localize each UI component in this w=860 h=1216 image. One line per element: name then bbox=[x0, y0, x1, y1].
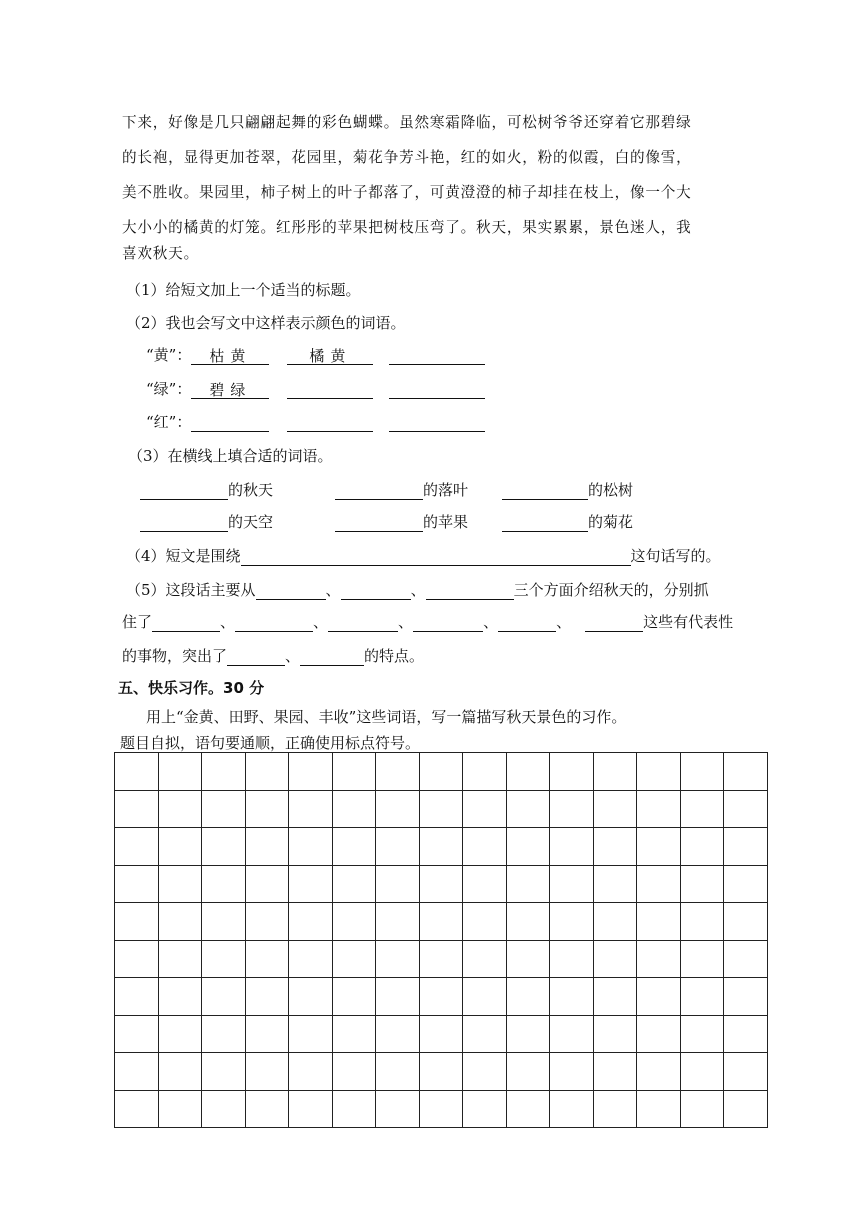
grid-cell[interactable] bbox=[289, 790, 333, 828]
grid-cell[interactable] bbox=[245, 978, 289, 1016]
grid-cell[interactable] bbox=[419, 1053, 463, 1091]
thing-blank-6[interactable] bbox=[585, 613, 643, 632]
grid-cell[interactable] bbox=[245, 753, 289, 791]
grid-cell[interactable] bbox=[680, 903, 724, 941]
grid-cell[interactable] bbox=[115, 940, 159, 978]
phrase-suffix-4: 的天空 bbox=[228, 513, 274, 531]
grid-cell[interactable] bbox=[289, 828, 333, 866]
phrase-row-2 bbox=[140, 512, 633, 532]
phrase-blank-4[interactable] bbox=[140, 513, 228, 532]
grid-cell[interactable] bbox=[724, 1015, 768, 1053]
grid-cell[interactable] bbox=[245, 1053, 289, 1091]
grid-cell[interactable] bbox=[202, 978, 246, 1016]
grid-cell[interactable] bbox=[593, 903, 637, 941]
grid-cell[interactable] bbox=[419, 790, 463, 828]
separator: 、 bbox=[220, 613, 236, 631]
feature-blank-1[interactable] bbox=[227, 647, 285, 666]
passage-line-3: 美不胜收。果园里，柿子树上的叶子都落了，可黄澄澄的柿子却挂在枝上，像一个大 bbox=[122, 184, 692, 201]
grid-cell[interactable] bbox=[463, 903, 507, 941]
grid-cell[interactable] bbox=[593, 1053, 637, 1091]
grid-cell[interactable] bbox=[680, 753, 724, 791]
question-5-line-1 bbox=[126, 580, 709, 600]
grid-cell[interactable] bbox=[550, 828, 594, 866]
grid-cell[interactable] bbox=[506, 865, 550, 903]
grid-cell[interactable] bbox=[158, 940, 202, 978]
grid-cell[interactable] bbox=[550, 940, 594, 978]
grid-cell[interactable] bbox=[245, 903, 289, 941]
grid-cell[interactable] bbox=[593, 1015, 637, 1053]
question-5-prefix: （5）这段话主要从 bbox=[126, 581, 256, 599]
grid-cell[interactable] bbox=[245, 828, 289, 866]
grid-cell[interactable] bbox=[376, 903, 420, 941]
separator: 、 bbox=[325, 581, 341, 599]
grid-cell[interactable] bbox=[115, 790, 159, 828]
grid-cell[interactable] bbox=[593, 1090, 637, 1128]
grid-cell[interactable] bbox=[202, 1090, 246, 1128]
grid-cell[interactable] bbox=[724, 978, 768, 1016]
question-2: （2）我也会写文中这样表示颜色的词语。 bbox=[126, 314, 406, 332]
question-5-line3-prefix: 的事物，突出了 bbox=[122, 647, 228, 665]
grid-cell[interactable] bbox=[158, 865, 202, 903]
grid-cell[interactable] bbox=[202, 865, 246, 903]
grid-row bbox=[115, 753, 768, 791]
color-label-red: “红”： bbox=[146, 413, 192, 431]
grid-cell[interactable] bbox=[724, 790, 768, 828]
grid-cell[interactable] bbox=[463, 1015, 507, 1053]
grid-cell[interactable] bbox=[202, 1053, 246, 1091]
aspect-blank-3[interactable] bbox=[426, 581, 514, 600]
grid-cell[interactable] bbox=[419, 865, 463, 903]
grid-cell[interactable] bbox=[245, 1015, 289, 1053]
answer-blank-red-2[interactable] bbox=[287, 413, 373, 432]
grid-cell[interactable] bbox=[332, 903, 376, 941]
phrase-blank-3[interactable] bbox=[502, 481, 588, 500]
grid-cell[interactable] bbox=[158, 828, 202, 866]
grid-cell[interactable] bbox=[158, 1090, 202, 1128]
writing-grid[interactable] bbox=[114, 752, 768, 1128]
grid-row bbox=[115, 828, 768, 866]
grid-cell[interactable] bbox=[202, 940, 246, 978]
separator: 、 bbox=[410, 581, 426, 599]
grid-cell[interactable] bbox=[115, 1015, 159, 1053]
grid-cell[interactable] bbox=[245, 1090, 289, 1128]
question-5-mid: 三个方面介绍秋天的，分别抓 bbox=[513, 581, 709, 599]
grid-cell[interactable] bbox=[680, 1053, 724, 1091]
grid-row bbox=[115, 903, 768, 941]
grid-cell[interactable] bbox=[289, 1053, 333, 1091]
passage-line-5: 喜欢秋天。 bbox=[122, 245, 199, 262]
section-5-instruction-2: 题目自拟，语句要通顺，正确使用标点符号。 bbox=[120, 734, 421, 752]
grid-cell[interactable] bbox=[506, 1053, 550, 1091]
question-4-suffix: 这句话写的。 bbox=[630, 547, 721, 565]
grid-cell[interactable] bbox=[115, 1090, 159, 1128]
color-row-yellow bbox=[146, 345, 485, 365]
grid-cell[interactable] bbox=[376, 753, 420, 791]
separator: 、 bbox=[313, 613, 329, 631]
grid-cell[interactable] bbox=[550, 865, 594, 903]
color-label-green: “绿”： bbox=[146, 380, 192, 398]
grid-cell[interactable] bbox=[550, 1015, 594, 1053]
phrase-blank-1[interactable] bbox=[140, 481, 228, 500]
grid-cell[interactable] bbox=[419, 978, 463, 1016]
color-row-green bbox=[146, 379, 485, 399]
grid-cell[interactable] bbox=[332, 1090, 376, 1128]
answer-blank-yellow-1[interactable]: 枯黄 bbox=[191, 346, 269, 365]
grid-cell[interactable] bbox=[289, 865, 333, 903]
grid-cell[interactable] bbox=[245, 865, 289, 903]
aspect-blank-2[interactable] bbox=[341, 581, 411, 600]
grid-cell[interactable] bbox=[593, 865, 637, 903]
passage-line-2: 的长袍，显得更加苍翠，花园里，菊花争芳斗艳，红的如火，粉的似霞，白的像雪， bbox=[122, 149, 692, 166]
grid-cell[interactable] bbox=[376, 940, 420, 978]
grid-cell[interactable] bbox=[680, 865, 724, 903]
grid-cell[interactable] bbox=[289, 978, 333, 1016]
grid-cell[interactable] bbox=[202, 903, 246, 941]
grid-cell[interactable] bbox=[680, 978, 724, 1016]
color-row-red bbox=[146, 412, 485, 432]
phrase-suffix-6: 的菊花 bbox=[588, 513, 634, 531]
grid-cell[interactable] bbox=[376, 978, 420, 1016]
color-label-yellow: “黄”： bbox=[146, 346, 192, 364]
grid-cell[interactable] bbox=[593, 828, 637, 866]
grid-row bbox=[115, 865, 768, 903]
question-5-line2-prefix: 住了 bbox=[122, 613, 153, 631]
grid-cell[interactable] bbox=[376, 1090, 420, 1128]
grid-row bbox=[115, 1090, 768, 1128]
answer-blank-yellow-2[interactable]: 橘黄 bbox=[287, 346, 373, 365]
grid-cell[interactable] bbox=[115, 865, 159, 903]
grid-cell[interactable] bbox=[115, 1053, 159, 1091]
grid-cell[interactable] bbox=[158, 903, 202, 941]
grid-cell[interactable] bbox=[550, 978, 594, 1016]
grid-cell[interactable] bbox=[463, 753, 507, 791]
answer-blank-green-3[interactable] bbox=[389, 380, 485, 399]
grid-row bbox=[115, 940, 768, 978]
phrase-blank-2[interactable] bbox=[335, 481, 423, 500]
grid-cell[interactable] bbox=[680, 828, 724, 866]
separator: 、 bbox=[398, 613, 414, 631]
grid-cell[interactable] bbox=[289, 753, 333, 791]
grid-cell[interactable] bbox=[332, 940, 376, 978]
phrase-row-1 bbox=[140, 480, 633, 500]
grid-cell[interactable] bbox=[593, 753, 637, 791]
grid-cell[interactable] bbox=[245, 790, 289, 828]
separator: 、 bbox=[285, 647, 301, 665]
phrase-suffix-5: 的苹果 bbox=[423, 513, 469, 531]
grid-row bbox=[115, 790, 768, 828]
grid-cell[interactable] bbox=[550, 903, 594, 941]
phrase-blank-6[interactable] bbox=[502, 513, 588, 532]
grid-cell[interactable] bbox=[593, 790, 637, 828]
grid-cell[interactable] bbox=[289, 1090, 333, 1128]
question-1: （1）给短文加上一个适当的标题。 bbox=[126, 281, 361, 299]
grid-cell[interactable] bbox=[376, 790, 420, 828]
grid-cell[interactable] bbox=[637, 828, 681, 866]
grid-cell[interactable] bbox=[463, 1090, 507, 1128]
thing-blank-3[interactable] bbox=[328, 613, 398, 632]
grid-row bbox=[115, 1015, 768, 1053]
grid-cell[interactable] bbox=[202, 1015, 246, 1053]
grid-cell[interactable] bbox=[637, 978, 681, 1016]
grid-cell[interactable] bbox=[332, 790, 376, 828]
question-5-line-2 bbox=[122, 612, 733, 632]
grid-cell[interactable] bbox=[637, 790, 681, 828]
grid-cell[interactable] bbox=[724, 753, 768, 791]
grid-cell[interactable] bbox=[506, 1090, 550, 1128]
grid-cell[interactable] bbox=[724, 1053, 768, 1091]
phrase-suffix-1: 的秋天 bbox=[228, 481, 274, 499]
grid-cell[interactable] bbox=[332, 753, 376, 791]
grid-cell[interactable] bbox=[202, 753, 246, 791]
grid-cell[interactable] bbox=[289, 940, 333, 978]
thing-blank-4[interactable] bbox=[413, 613, 483, 632]
grid-cell[interactable] bbox=[158, 1053, 202, 1091]
grid-cell[interactable] bbox=[506, 940, 550, 978]
grid-cell[interactable] bbox=[202, 790, 246, 828]
answer-blank-red-3[interactable] bbox=[389, 413, 485, 432]
grid-cell[interactable] bbox=[724, 1090, 768, 1128]
grid-cell[interactable] bbox=[376, 865, 420, 903]
grid-cell[interactable] bbox=[680, 940, 724, 978]
section-5-instruction-1: 用上“金黄、田野、果园、丰收”这些词语，写一篇描写秋天景色的习作。 bbox=[146, 708, 627, 726]
grid-cell[interactable] bbox=[550, 1090, 594, 1128]
grid-cell[interactable] bbox=[419, 753, 463, 791]
grid-cell[interactable] bbox=[376, 1015, 420, 1053]
grid-cell[interactable] bbox=[115, 903, 159, 941]
grid-cell[interactable] bbox=[506, 753, 550, 791]
theme-sentence-blank[interactable] bbox=[241, 547, 631, 566]
question-4-prefix: （4）短文是围绕 bbox=[126, 547, 241, 565]
grid-cell[interactable] bbox=[332, 1015, 376, 1053]
grid-cell[interactable] bbox=[506, 828, 550, 866]
grid-cell[interactable] bbox=[158, 978, 202, 1016]
thing-blank-1[interactable] bbox=[152, 613, 220, 632]
grid-cell[interactable] bbox=[419, 903, 463, 941]
grid-cell[interactable] bbox=[506, 1015, 550, 1053]
grid-cell[interactable] bbox=[419, 940, 463, 978]
grid-cell[interactable] bbox=[506, 790, 550, 828]
grid-cell[interactable] bbox=[463, 865, 507, 903]
grid-cell[interactable] bbox=[550, 790, 594, 828]
grid-cell[interactable] bbox=[419, 1015, 463, 1053]
grid-cell[interactable] bbox=[115, 828, 159, 866]
grid-cell[interactable] bbox=[463, 940, 507, 978]
grid-cell[interactable] bbox=[463, 978, 507, 1016]
grid-cell[interactable] bbox=[724, 903, 768, 941]
grid-cell[interactable] bbox=[419, 828, 463, 866]
grid-cell[interactable] bbox=[680, 790, 724, 828]
thing-blank-2[interactable] bbox=[235, 613, 313, 632]
question-5-line2-suffix: 这些有代表性 bbox=[643, 613, 734, 631]
grid-cell[interactable] bbox=[158, 790, 202, 828]
grid-cell[interactable] bbox=[158, 1015, 202, 1053]
grid-cell[interactable] bbox=[637, 940, 681, 978]
grid-cell[interactable] bbox=[637, 903, 681, 941]
grid-cell[interactable] bbox=[637, 1053, 681, 1091]
phrase-suffix-3: 的松树 bbox=[588, 481, 634, 499]
grid-cell[interactable] bbox=[550, 1053, 594, 1091]
grid-cell[interactable] bbox=[289, 1015, 333, 1053]
grid-cell[interactable] bbox=[332, 865, 376, 903]
grid-cell[interactable] bbox=[680, 1015, 724, 1053]
grid-cell[interactable] bbox=[332, 978, 376, 1016]
grid-cell[interactable] bbox=[245, 940, 289, 978]
answer-blank-green-1[interactable]: 碧绿 bbox=[191, 380, 269, 399]
grid-cell[interactable] bbox=[202, 828, 246, 866]
grid-cell[interactable] bbox=[593, 978, 637, 1016]
question-5-line-3 bbox=[122, 646, 424, 666]
grid-cell[interactable] bbox=[724, 828, 768, 866]
grid-row bbox=[115, 1053, 768, 1091]
grid-cell[interactable] bbox=[593, 940, 637, 978]
aspect-blank-1[interactable] bbox=[256, 581, 326, 600]
phrase-suffix-2: 的落叶 bbox=[423, 481, 469, 499]
grid-cell[interactable] bbox=[463, 790, 507, 828]
grid-cell[interactable] bbox=[724, 865, 768, 903]
passage-line-1: 下来，好像是几只翩翩起舞的彩色蝴蝶。虽然寒霜降临，可松树爷爷还穿着它那碧绿 bbox=[122, 114, 692, 131]
separator: 、 bbox=[483, 613, 499, 631]
grid-cell[interactable] bbox=[332, 828, 376, 866]
answer-blank-green-2[interactable] bbox=[287, 380, 373, 399]
grid-cell[interactable] bbox=[637, 1090, 681, 1128]
grid-cell[interactable] bbox=[158, 753, 202, 791]
grid-cell[interactable] bbox=[680, 1090, 724, 1128]
section-5-title: 五、快乐习作。30 分 bbox=[118, 679, 265, 697]
grid-cell[interactable] bbox=[637, 865, 681, 903]
question-5-line3-suffix: 的特点。 bbox=[364, 647, 425, 665]
separator: 、 bbox=[556, 613, 572, 631]
grid-cell[interactable] bbox=[115, 978, 159, 1016]
grid-cell[interactable] bbox=[637, 753, 681, 791]
grid-cell[interactable] bbox=[289, 903, 333, 941]
grid-cell[interactable] bbox=[506, 978, 550, 1016]
answer-blank-yellow-3[interactable] bbox=[389, 346, 485, 365]
grid-cell[interactable] bbox=[332, 1053, 376, 1091]
grid-cell[interactable] bbox=[550, 753, 594, 791]
grid-cell[interactable] bbox=[115, 753, 159, 791]
feature-blank-2[interactable] bbox=[300, 647, 364, 666]
thing-blank-5[interactable] bbox=[498, 613, 556, 632]
question-3: （3）在横线上填合适的词语。 bbox=[128, 447, 333, 465]
grid-cell[interactable] bbox=[419, 1090, 463, 1128]
grid-cell[interactable] bbox=[463, 1053, 507, 1091]
answer-blank-red-1[interactable] bbox=[191, 413, 269, 432]
grid-cell[interactable] bbox=[376, 1053, 420, 1091]
grid-cell[interactable] bbox=[724, 940, 768, 978]
phrase-blank-5[interactable] bbox=[335, 513, 423, 532]
grid-row bbox=[115, 978, 768, 1016]
grid-cell[interactable] bbox=[637, 1015, 681, 1053]
grid-cell[interactable] bbox=[506, 903, 550, 941]
grid-cell[interactable] bbox=[376, 828, 420, 866]
passage-line-4: 大小小的橘黄的灯笼。红彤彤的苹果把树枝压弯了。秋天，果实累累，景色迷人，我 bbox=[122, 219, 692, 236]
grid-cell[interactable] bbox=[463, 828, 507, 866]
question-4 bbox=[126, 546, 721, 566]
